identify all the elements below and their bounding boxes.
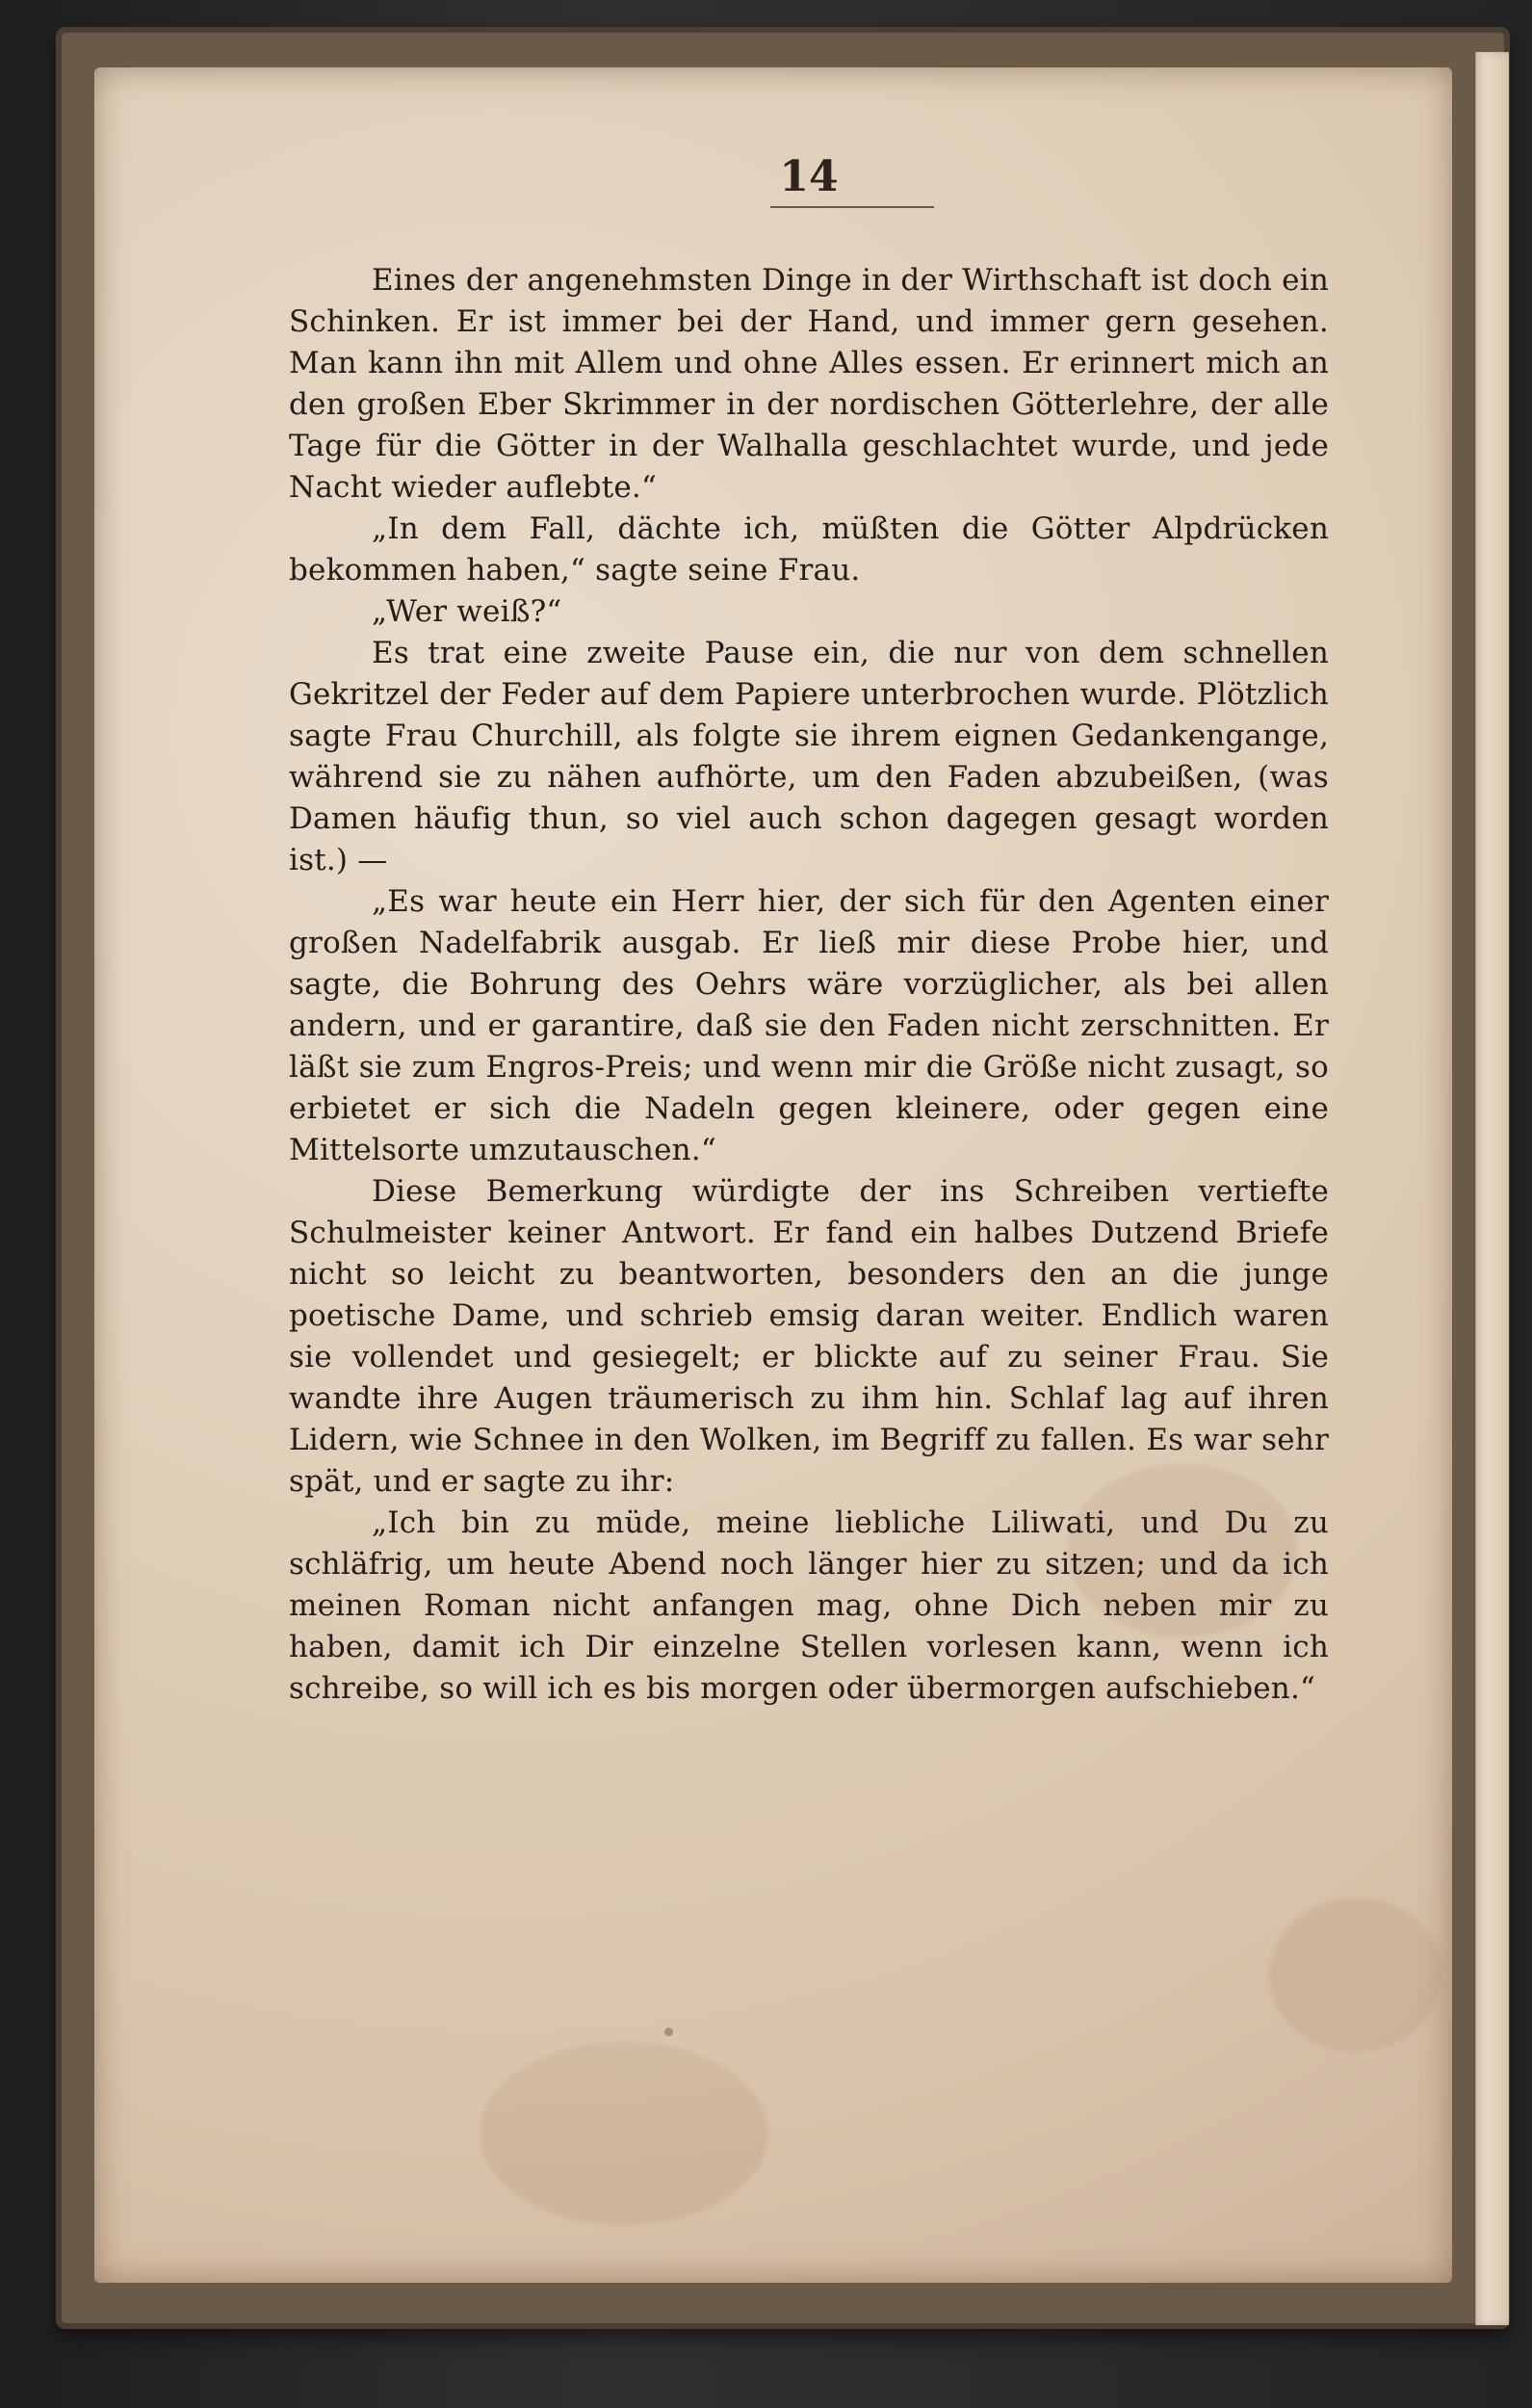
paragraph-2: „In dem Fall, dächte ich, müßten die Götter Alpdrücken bekommen haben,“ sagte seine Frau. <box>289 511 1329 588</box>
paper-stain <box>1269 1898 1442 2052</box>
paragraph-4: Es trat eine zweite Pause ein, die nur von dem schnellen Gekritzel der Feder auf dem Papiere unterbrochen wurde. Plötzlich sagte Frau Churchill, als folgte sie ihrem eignen Gedankengange, während sie zu nähen aufhörte, um den Faden abzubeißen, (was Damen häufig thun, so viel auch schon dagegen gesagt worden ist.) — <box>289 636 1329 877</box>
paragraph-6: Diese Bemerkung würdigte der ins Schreiben vertiefte Schulmeister keiner Antwort. Er fand ein halbes Dutzend Briefe nicht so leicht zu beantworten, besonders den an die junge poetische Dame, und schrieb emsig daran weiter. Endlich waren sie vollendet und gesiegelt; er blickte auf zu seiner Frau. Sie wandte ihre Augen träumerisch zu ihm hin. Schlaf lag auf ihren Lidern, wie Schnee in den Wolken, im Begriff zu fallen. Es war sehr spät, und er sagte zu ihr: <box>289 1174 1329 1499</box>
paper-stain <box>480 2042 768 2225</box>
paragraph-3: „Wer weiß?“ <box>372 594 562 629</box>
paragraph-1: Eines der angenehmsten Dinge in der Wirthschaft ist doch ein Schinken. Er ist immer bei der Hand, und immer gern gesehen. Man kann ihn mit Allem und ohne Alles essen. Er erinnert mich an den großen Eber Skrimmer in der nordischen Götterlehre, der alle Tage für die Götter in der Walhalla geschlachtet wurde, und jede Nacht wieder auflebte.“ <box>289 263 1329 505</box>
paper-spot <box>664 2028 673 2036</box>
paragraph-5: „Es war heute ein Herr hier, der sich für den Agenten einer großen Nadelfabrik ausgab. Er ließ mir diese Probe hier, und sagte, die Bohrung des Oehrs wäre vorzüglicher, als bei allen andern, und er garantire, daß sie den Faden nicht zerschnitten. Er läßt sie zum Engros-Preis; und wenn mir die Größe nicht zusagt, so erbietet er sich die Nadeln gegen kleinere, oder gegen eine Mittelsorte umzutauschen.“ <box>289 884 1329 1167</box>
adjacent-page-edge <box>1475 52 1509 2325</box>
header-rule <box>770 206 934 208</box>
paragraph-7: „Ich bin zu müde, meine liebliche Liliwati, und Du zu schläfrig, um heute Abend noch länger hier zu sitzen; und da ich meinen Roman nicht anfangen mag, ohne Dich neben mir zu haben, damit ich Dir einzelne Stellen vorlesen kann, wenn ich schreibe, so will ich es bis morgen oder übermorgen aufschieben.“ <box>289 1505 1329 1706</box>
main-text <box>289 260 1329 1710</box>
page-number: 14 <box>779 152 839 201</box>
